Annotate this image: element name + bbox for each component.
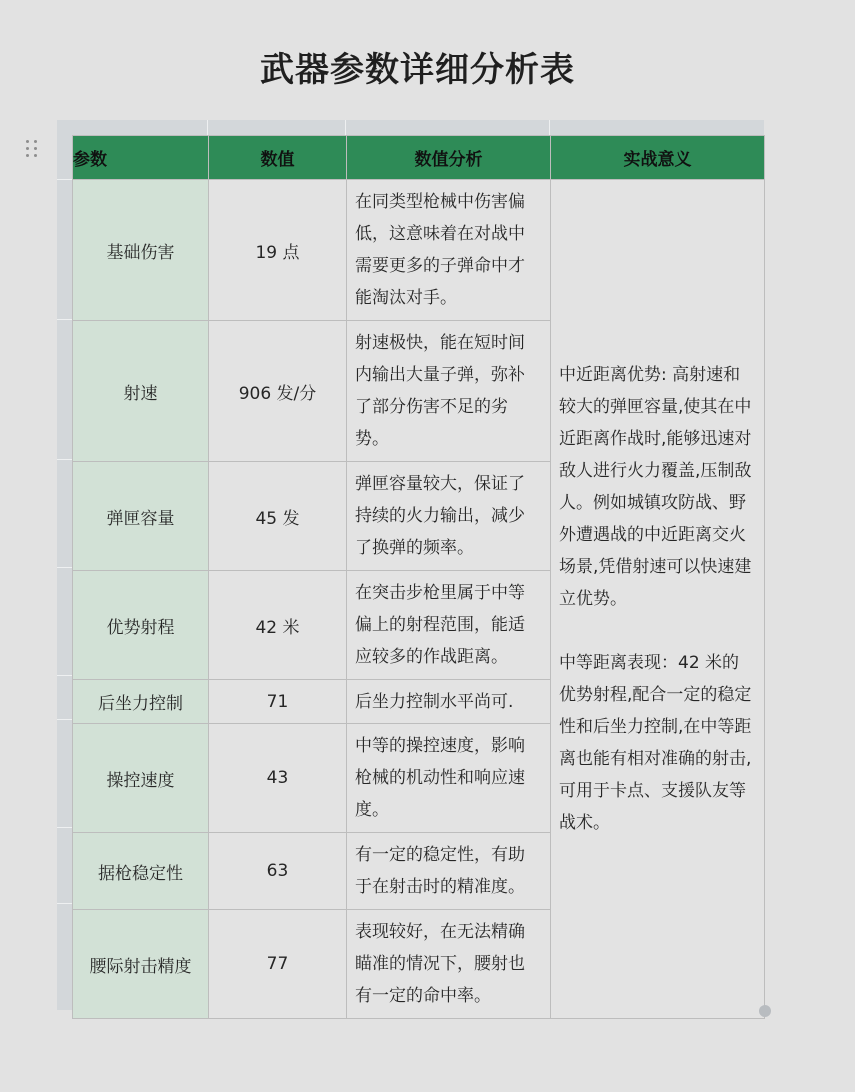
analysis-cell[interactable]: 弹匣容量较大，保证了持续的火力输出，减少了换弹的频率。 [347,462,551,571]
value-cell[interactable]: 19 点 [209,180,347,321]
value-cell[interactable]: 43 [209,724,347,833]
param-cell[interactable]: 优势射程 [73,571,209,680]
param-cell[interactable]: 据枪稳定性 [73,833,209,910]
param-cell[interactable]: 后坐力控制 [73,680,209,724]
significance-cell[interactable] [551,180,765,1019]
page-title: 武器参数详细分析表 [260,50,575,90]
table-resize-handle[interactable] [759,1005,771,1017]
significance-close-range: 中近距离优势: 高射速和较大的弹匣容量,使其在中近距离作战时,能够迅速对敌人进行火力覆盖,压制敌人。例如城镇攻防战、野外遭遇战的中近距离交火场景,凭借射速可以快速建立优势。 [559,365,752,609]
analysis-cell[interactable]: 在突击步枪里属于中等偏上的射程范围，能适应较多的作战距离。 [347,571,551,680]
value-cell[interactable]: 45 发 [209,462,347,571]
param-cell[interactable]: 腰际射击精度 [73,910,209,1019]
weapon-params-table [72,135,765,1019]
column-header-strip[interactable] [57,120,764,135]
table-header-row [73,136,765,180]
row-header-strip[interactable] [57,135,72,1010]
header-analysis[interactable]: 数值分析 [347,136,551,180]
param-cell[interactable]: 射速 [73,321,209,462]
analysis-cell[interactable]: 中等的操控速度，影响枪械的机动性和响应速度。 [347,724,551,833]
drag-handle-icon[interactable] [26,140,38,158]
header-param[interactable]: 参数 [73,136,209,180]
analysis-cell[interactable]: 射速极快，能在短时间内输出大量子弹，弥补了部分伤害不足的劣势。 [347,321,551,462]
header-significance[interactable]: 实战意义 [551,136,765,180]
param-cell[interactable]: 基础伤害 [73,180,209,321]
analysis-cell[interactable]: 后坐力控制水平尚可. [347,680,551,724]
analysis-cell[interactable]: 表现较好，在无法精确瞄准的情况下，腰射也有一定的命中率。 [347,910,551,1019]
analysis-cell[interactable]: 有一定的稳定性，有助于在射击时的精准度。 [347,833,551,910]
value-cell[interactable]: 71 [209,680,347,724]
value-cell[interactable]: 63 [209,833,347,910]
value-cell[interactable]: 906 发/分 [209,321,347,462]
table-row [73,180,765,321]
value-cell[interactable]: 77 [209,910,347,1019]
value-cell[interactable]: 42 米 [209,571,347,680]
analysis-cell[interactable]: 在同类型枪械中伤害偏低，这意味着在对战中需要更多的子弹命中才能淘汰对手。 [347,180,551,321]
param-cell[interactable]: 操控速度 [73,724,209,833]
significance-mid-range: 中等距离表现：42 米的优势射程,配合一定的稳定性和后坐力控制,在中等距离也能有相对准确的射击,可用于卡点、支援队友等战术。 [559,653,752,833]
header-value[interactable]: 数值 [209,136,347,180]
param-cell[interactable]: 弹匣容量 [73,462,209,571]
